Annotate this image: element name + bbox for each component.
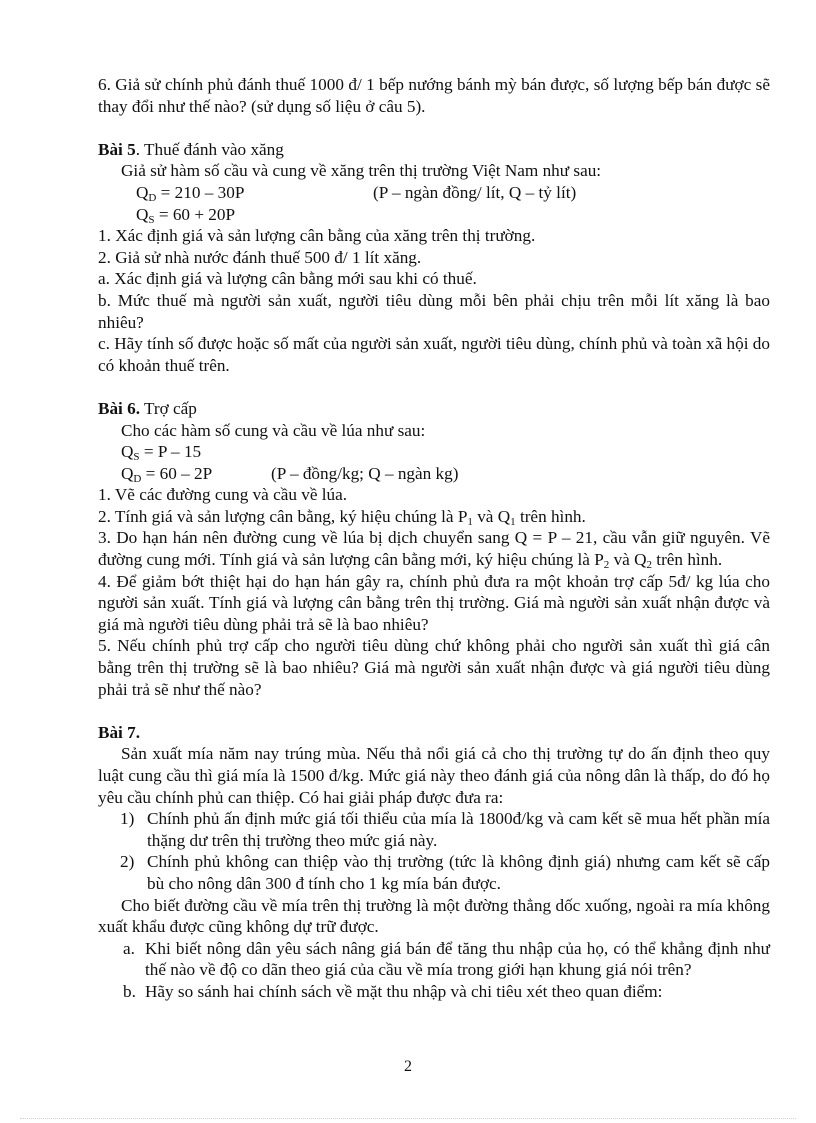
bai5-intro: Giả sử hàm số cầu và cung về xăng trên thị trường Việt Nam như sau: [121, 161, 602, 181]
bai5-question-1: 1. Xác định giá và sản lượng cân bằng của xăng trên thị trường. [98, 226, 536, 246]
bai6-units-note: (P – đồng/kg; Q – ngàn kg) [271, 463, 459, 483]
section-bai6-heading [98, 398, 770, 420]
bai5-supply-equation: $Q_S = 60 + 20P$ [136, 204, 236, 226]
bai6-question-1: 1. Vẽ các đường cung và cầu về lúa. [98, 485, 348, 505]
page-number: 2 [404, 1058, 412, 1075]
bai6-question-3: 3. Do hạn hán nên đường cung về lúa bị dịch chuyển sang Q = P – 21, cầu vẫn giữ nguyên. Vẽ đường cung mới. Tính giá và sản lượng cân bằng mới, ký hiệu chúng là $P_2$ và $Q_2$ trên hình. [98, 528, 770, 572]
section-bai5-title: Bài 5 [98, 139, 136, 159]
bai5-question-c: c. Hãy tính số được hoặc số mất của người sản xuất, người tiêu dùng, chính phủ và toàn xã hội do có khoản thuế trên. [98, 334, 770, 375]
bai5-demand-equation: $Q_D = 210 - 30P$ (P – ngàn đồng/ lít, Q – tỷ lít) [136, 182, 577, 204]
list-item: b. Hãy so sánh hai chính sách về mặt thu nhập và chi tiêu xét theo quan điểm: [123, 981, 663, 1001]
bai6-supply-equation: $Q_S = P - 15$ [121, 442, 202, 464]
bai5-question-a: a. Xác định giá và lượng cân bằng mới sau khi có thuế. [98, 269, 477, 289]
bai6-question-2: 2. Tính giá và sản lượng cân bằng, ký hiệu chúng là $P_1$ và $Q_1$ trên hình. [98, 506, 586, 528]
list-item: a. Khi biết nông dân yêu sách nâng giá bán để tăng thu nhập của họ, có thể khẳng định như thế nào về độ co dãn theo giá của cầu về mía trong giới hạn khung giá nói trên? [123, 938, 770, 980]
section-bai7-title: Bài 7. [98, 722, 141, 742]
section-bai6-subtitle: Trợ cấp [140, 398, 197, 418]
section-bai5-heading [98, 139, 770, 161]
bai5-question-2: 2. Giả sử nhà nước đánh thuế 500 đ/ 1 lít xăng. [98, 247, 422, 267]
list-item: 2) Chính phủ không can thiệp vào thị trường (tức là không định giá) nhưng cam kết sẽ cấp bù cho nông dân 300 đ tính cho 1 kg mía bán được. [120, 852, 770, 893]
bai5-question-b: b. Mức thuế mà người sản xuất, người tiêu dùng mỗi bên phải chịu trên mỗi lít xăng là bao nhiêu? [98, 290, 770, 332]
bai6-question-5: 5. Nếu chính phủ trợ cấp cho người tiêu dùng chứ không phải cho người sản xuất thì giá cân bằng trên thị trường sẽ là bao nhiêu? Giá mà người sản xuất nhận được và giá người tiêu dùng phải trả sẽ như thế nào? [98, 636, 770, 699]
bai5-units-note: (P – ngàn đồng/ lít, Q – tỷ lít) [373, 182, 577, 202]
section-bai6-title: Bài 6. [98, 398, 141, 418]
section-bai7-heading [98, 722, 770, 744]
paragraph-q6: 6. Giả sử chính phủ đánh thuế 1000 đ/ 1 bếp nướng bánh mỳ bán được, số lượng bếp bán được sẽ thay đổi như thế nào? (sử dụng số liệu ở câu 5). [98, 75, 770, 116]
bai6-intro: Cho các hàm số cung và cầu về lúa như sau: [121, 420, 426, 440]
bai6-demand-equation: $Q_D = 60 - 2P$ (P – đồng/kg; Q – ngàn kg) [121, 463, 459, 485]
bai7-paragraph-2: Cho biết đường cầu về mía trên thị trường là một đường thẳng dốc xuống, ngoài ra mía không xuất khẩu được cũng không dự trữ được. [98, 895, 770, 937]
bai6-question-4: 4. Để giảm bớt thiệt hại do hạn hán gây ra, chính phủ đưa ra một khoản trợ cấp 5đ/ kg lúa cho người sản xuất. Tính giá và lượng cân bằng trên thị trường. Giá mà người sản xuất nhận được và giá mà người tiêu dùng phải trả sẽ là bao nhiêu? [98, 571, 770, 634]
document-page [98, 74, 770, 1003]
bai7-paragraph-1: Sản xuất mía năm nay trúng mùa. Nếu thả nổi giá cả cho thị trường tự do ấn định theo quy luật cung cầu thì giá mía là 1500 đ/kg. Mức giá này theo đánh giá của nông dân là thấp, do đó họ yêu cầu chính phủ can thiệp. Có hai giải pháp được đưa ra: [98, 744, 770, 807]
list-item: 1) Chính phủ ấn định mức giá tối thiểu của mía là 1800đ/kg và cam kết sẽ mua hết phần mía thặng dư trên thị trường theo mức giá này. [120, 809, 770, 850]
section-bai5-subtitle: . Thuế đánh vào xăng [135, 139, 284, 159]
page-bottom-divider [20, 1118, 796, 1119]
